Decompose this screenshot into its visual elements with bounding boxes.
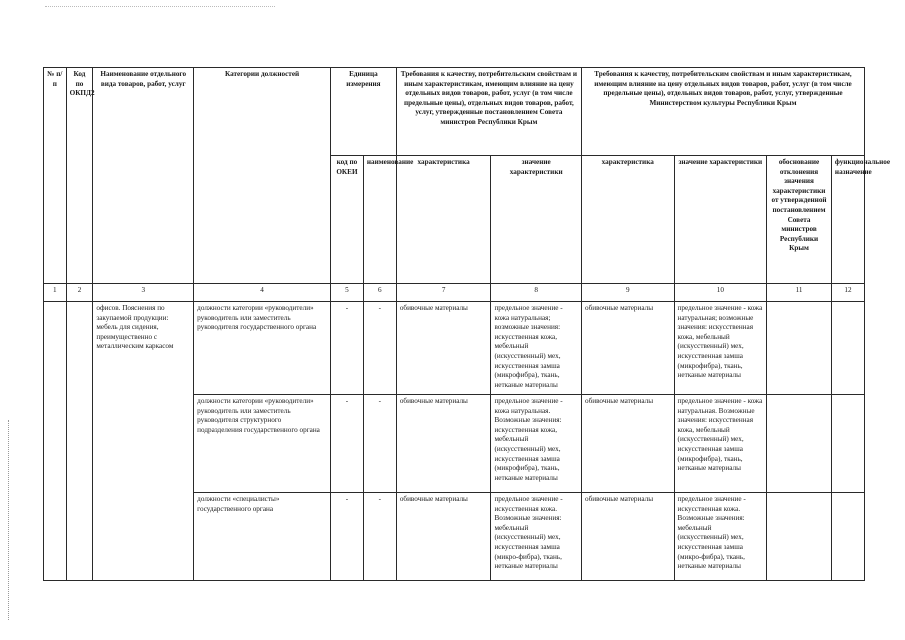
table-row — [44, 302, 865, 395]
cell-char-a: обивочные материалы — [396, 493, 491, 581]
cell-char-a: обивочные материалы — [396, 395, 491, 493]
header-row-1 — [44, 68, 865, 156]
cell-category: должности «специалисты» государственного органа — [194, 493, 331, 581]
cell-justify — [767, 302, 832, 395]
col-num-9: 9 — [581, 284, 674, 302]
cell-char-b: обивочные материалы — [581, 302, 674, 395]
cell-func — [831, 302, 864, 395]
header-category: Категории должностей — [194, 68, 331, 284]
cell-char-a: обивочные материалы — [396, 302, 491, 395]
header-unit: Единица измерения — [330, 68, 396, 156]
header-char-b: характеристика — [581, 156, 674, 284]
cell-category: должности категории «руководители» руководитель или заместитель руководителя структурного подразделения государственного органа — [194, 395, 331, 493]
col-num-12: 12 — [831, 284, 864, 302]
col-num-3: 3 — [93, 284, 194, 302]
cell-value-b: предельное значение - кожа натуральная. Возможные значения: искусственная кожа, мебельный (искусственный) мех, искусственная замша (микрофибра), ткань, нетканые материалы — [674, 395, 767, 493]
cell-value-b: предельное значение - искусственная кожа. Возможные значения: мебельный (искусственный) мех, искусственная замша (микро-фибра), ткань, нетканые материалы — [674, 493, 767, 581]
cell-okei: - — [330, 395, 363, 493]
col-num-6: 6 — [363, 284, 396, 302]
cell-func — [831, 395, 864, 493]
cell-okei: - — [330, 493, 363, 581]
header-item-name: Наименование отдельного вида товаров, работ, услуг — [93, 68, 194, 284]
col-num-11: 11 — [767, 284, 832, 302]
cell-unit: - — [363, 302, 396, 395]
cell-okei: - — [330, 302, 363, 395]
col-num-4: 4 — [194, 284, 331, 302]
header-n: № п/п — [44, 68, 67, 284]
header-value-b: значение характеристики — [674, 156, 767, 284]
col-num-8: 8 — [491, 284, 582, 302]
cell-unit: - — [363, 493, 396, 581]
header-char-a: характеристика — [396, 156, 491, 284]
header-func: функциональное назначение — [831, 156, 864, 284]
header-okei: код по ОКЕИ — [330, 156, 363, 284]
cell-func — [831, 493, 864, 581]
col-num-5: 5 — [330, 284, 363, 302]
cell-justify — [767, 493, 832, 581]
col-num-1: 1 — [44, 284, 67, 302]
header-justify: обоснование отклонения значения характеристики от утвержденной постановлением Совета министров Республики Крым — [767, 156, 832, 284]
cell-value-a: предельное значение - кожа натуральная; возможные значения: искусственная кожа, мебельный (искусственный) мех, искусственная замша (микрофибра), ткань, нетканые материалы — [491, 302, 582, 395]
col-num-7: 7 — [396, 284, 491, 302]
cell-category: должности категории «руководители» руководитель или заместитель руководителя государственного органа — [194, 302, 331, 395]
header-value-a: значение характеристики — [491, 156, 582, 284]
scan-margin-mark — [8, 420, 10, 620]
cell-unit: - — [363, 395, 396, 493]
cell-item-name: офисов. Пояснения по закупаемой продукции: мебель для сидения, преимущественно с металлическим каркасом — [93, 302, 194, 581]
header-okpd: Код по ОКПД2 — [66, 68, 93, 284]
header-req-ministry: Требования к качеству, потребительским свойствам и иным характеристикам, имеющим влияние на цену отдельных видов товаров, работ, услуг (в том числе предельные цены), отдельных видов товаров, работ, услуг, утвержденные Министерством культуры Республики Крым — [581, 68, 864, 156]
cell-char-b: обивочные материалы — [581, 395, 674, 493]
requirements-table — [43, 67, 891, 581]
header-req-council: Требования к качеству, потребительским свойствам и иным характеристикам, имеющим влияние на цену отдельных видов товаров, работ, услуг (в том числе предельные цены), отдельных видов товаров, работ, услуг, утвержденные постановлением Совета министров Республики Крым — [396, 68, 581, 156]
cell-justify — [767, 395, 832, 493]
col-num-10: 10 — [674, 284, 767, 302]
cell-char-b: обивочные материалы — [581, 493, 674, 581]
scan-edge-mark — [45, 6, 275, 8]
cell-n — [44, 302, 67, 581]
cell-value-b: предельное значение - кожа натуральная; возможные значения: искусственная кожа, мебельный (искусственный) мех, искусственная замша (микрофибра), ткань, нетканые материалы — [674, 302, 767, 395]
cell-okpd — [66, 302, 93, 581]
cell-value-a: предельное значение - искусственная кожа. Возможные значения: мебельный (искусственный) мех, искусственная замша (микро-фибра), ткань, нетканые материалы — [491, 493, 582, 581]
cell-value-a: предельное значение - кожа натуральная. Возможные значения: искусственная кожа, мебельный (искусственный) мех, искусственная замша (микрофибра), ткань, нетканые материалы — [491, 395, 582, 493]
column-number-row — [44, 284, 865, 302]
header-unit-name: наименование — [363, 156, 396, 284]
col-num-2: 2 — [66, 284, 93, 302]
